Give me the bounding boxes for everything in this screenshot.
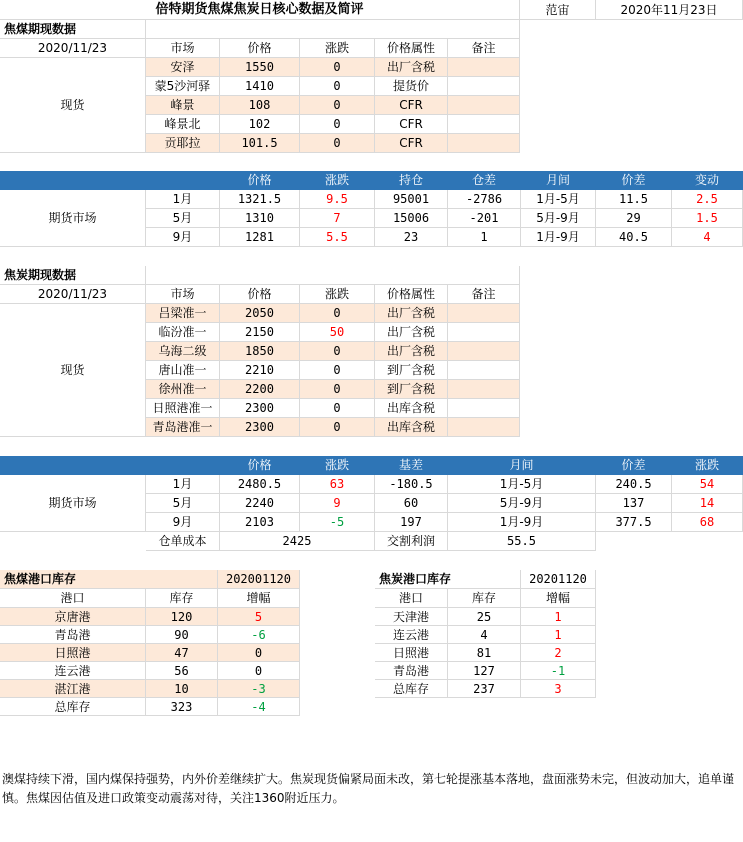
- contract-month: 1月: [146, 475, 220, 494]
- blank: [146, 266, 520, 285]
- port-stock: 120: [146, 608, 218, 626]
- port-name: 总库存: [0, 698, 146, 716]
- remark: [448, 77, 520, 96]
- port-column-header: 港口: [0, 589, 146, 608]
- open-interest: 15006: [375, 209, 448, 228]
- price-attribute: CFR: [375, 134, 448, 153]
- price-attribute: CFR: [375, 115, 448, 134]
- change-value: 0: [300, 380, 375, 399]
- remark: [448, 418, 520, 437]
- futures-column-header: 仓差: [448, 171, 521, 190]
- market-name: 峰景北: [146, 115, 220, 134]
- contract-month: 5月: [146, 494, 220, 513]
- futures-column-header: 价差: [596, 171, 672, 190]
- price-attribute: 出库含税: [375, 418, 448, 437]
- oi-diff: 1: [448, 228, 521, 247]
- port-stock: 4: [448, 626, 521, 644]
- futures-column-header: 涨跌: [672, 456, 743, 475]
- warehouse-cost-label: 仓单成本: [146, 532, 220, 551]
- spread-value: 377.5: [596, 513, 672, 532]
- price-value: 2300: [220, 418, 300, 437]
- futures-change: 9.5: [300, 190, 375, 209]
- blank: [146, 20, 520, 39]
- oi-diff: -2786: [448, 190, 521, 209]
- column-header: 价格属性: [375, 39, 448, 58]
- price-attribute: 出厂含税: [375, 58, 448, 77]
- futures-change: 63: [300, 475, 375, 494]
- port-name: 日照港: [0, 644, 146, 662]
- remark: [448, 115, 520, 134]
- blank-header: [146, 456, 220, 475]
- port-stock: 25: [448, 608, 521, 626]
- blank-header: [146, 171, 220, 190]
- futures-price: 2103: [220, 513, 300, 532]
- market-name: 蒙5沙河驿: [146, 77, 220, 96]
- remark: [448, 134, 520, 153]
- spot-label: 现货: [0, 304, 146, 437]
- price-value: 1850: [220, 342, 300, 361]
- market-name: 徐州准一: [146, 380, 220, 399]
- port-stock: 323: [146, 698, 218, 716]
- futures-column-header: 涨跌: [300, 171, 375, 190]
- change-value: 50: [300, 323, 375, 342]
- futures-change: 7: [300, 209, 375, 228]
- section-title-coke: 焦炭期现数据: [0, 266, 146, 285]
- port-name: 京唐港: [0, 608, 146, 626]
- data-date: 2020/11/23: [0, 285, 146, 304]
- column-header: 备注: [448, 285, 520, 304]
- port-stock: 90: [146, 626, 218, 644]
- change-value: 0: [300, 304, 375, 323]
- port-stock: 56: [146, 662, 218, 680]
- column-header: 备注: [448, 39, 520, 58]
- futures-column-header: 月间: [448, 456, 596, 475]
- price-value: 2200: [220, 380, 300, 399]
- change-value: 0: [300, 342, 375, 361]
- author: 范宙: [520, 0, 596, 20]
- futures-price: 1281: [220, 228, 300, 247]
- port-name: 日照港: [375, 644, 448, 662]
- price-value: 2210: [220, 361, 300, 380]
- port-change: 0: [218, 662, 300, 680]
- futures-price: 2480.5: [220, 475, 300, 494]
- remark: [448, 58, 520, 77]
- contract-month: 5月: [146, 209, 220, 228]
- futures-price: 1310: [220, 209, 300, 228]
- remark: [448, 380, 520, 399]
- port-name: 青岛港: [0, 626, 146, 644]
- spot-label: 现货: [0, 58, 146, 153]
- price-value: 2050: [220, 304, 300, 323]
- coke-port-title: 焦炭港口库存: [375, 570, 521, 589]
- market-name: 唐山准一: [146, 361, 220, 380]
- report-title: 倍特期货焦煤焦炭日核心数据及简评: [0, 0, 520, 20]
- market-name: 青岛港准一: [146, 418, 220, 437]
- spread-name: 5月-9月: [448, 494, 596, 513]
- change-value: 0: [300, 58, 375, 77]
- port-column-header: 库存: [448, 589, 521, 608]
- port-stock: 47: [146, 644, 218, 662]
- column-header: 涨跌: [300, 285, 375, 304]
- spread-change: 14: [672, 494, 743, 513]
- spread-change: 2.5: [672, 190, 743, 209]
- spread-value: 40.5: [596, 228, 672, 247]
- port-name: 青岛港: [375, 662, 448, 680]
- market-name: 贡耶拉: [146, 134, 220, 153]
- spread-name: 1月-5月: [521, 190, 596, 209]
- spread-name: 1月-9月: [521, 228, 596, 247]
- price-value: 102: [220, 115, 300, 134]
- port-name: 连云港: [375, 626, 448, 644]
- price-value: 108: [220, 96, 300, 115]
- market-name: 峰景: [146, 96, 220, 115]
- port-column-header: 增幅: [521, 589, 596, 608]
- change-value: 0: [300, 134, 375, 153]
- futures-label: 期货市场: [0, 475, 146, 532]
- spread-value: 240.5: [596, 475, 672, 494]
- port-name: 连云港: [0, 662, 146, 680]
- futures-column-header: 价格: [220, 456, 300, 475]
- spread-value: 29: [596, 209, 672, 228]
- price-value: 2150: [220, 323, 300, 342]
- spread-name: 5月-9月: [521, 209, 596, 228]
- spread-change: 1.5: [672, 209, 743, 228]
- contract-month: 9月: [146, 228, 220, 247]
- port-change: -6: [218, 626, 300, 644]
- price-attribute: 到厂含税: [375, 361, 448, 380]
- coke-port-date: 20201120: [521, 570, 596, 589]
- futures-column-header: 变动: [672, 171, 743, 190]
- column-header: 价格属性: [375, 285, 448, 304]
- blank-header: [0, 171, 146, 190]
- futures-price: 2240: [220, 494, 300, 513]
- port-change: -3: [218, 680, 300, 698]
- coal-port-date: 202001120: [218, 570, 300, 589]
- futures-column-header: 月间: [521, 171, 596, 190]
- delivery-profit-label: 交割利润: [375, 532, 448, 551]
- blank-header: [0, 456, 146, 475]
- section-title-coking-coal: 焦煤期现数据: [0, 20, 146, 39]
- market-name: 乌海二级: [146, 342, 220, 361]
- price-attribute: 提货价: [375, 77, 448, 96]
- port-change: 3: [521, 680, 596, 698]
- delivery-profit-value: 55.5: [448, 532, 596, 551]
- remark: [448, 96, 520, 115]
- futures-change: -5: [300, 513, 375, 532]
- change-value: 0: [300, 96, 375, 115]
- contract-month: 1月: [146, 190, 220, 209]
- price-attribute: 出厂含税: [375, 304, 448, 323]
- contract-month: 9月: [146, 513, 220, 532]
- remark: [448, 304, 520, 323]
- futures-column-header: 基差: [375, 456, 448, 475]
- port-name: 天津港: [375, 608, 448, 626]
- spread-change: 4: [672, 228, 743, 247]
- change-value: 0: [300, 361, 375, 380]
- port-change: 2: [521, 644, 596, 662]
- price-value: 2300: [220, 399, 300, 418]
- change-value: 0: [300, 115, 375, 134]
- futures-column-header: 持仓: [375, 171, 448, 190]
- port-stock: 81: [448, 644, 521, 662]
- change-value: 0: [300, 77, 375, 96]
- futures-column-header: 价格: [220, 171, 300, 190]
- column-header: 市场: [146, 39, 220, 58]
- market-name: 日照港准一: [146, 399, 220, 418]
- remark: [448, 361, 520, 380]
- futures-column-header: 价差: [596, 456, 672, 475]
- port-change: -1: [521, 662, 596, 680]
- port-column-header: 港口: [375, 589, 448, 608]
- port-change: 1: [521, 608, 596, 626]
- port-stock: 10: [146, 680, 218, 698]
- port-name: 湛江港: [0, 680, 146, 698]
- remark: [448, 342, 520, 361]
- port-change: -4: [218, 698, 300, 716]
- change-value: 0: [300, 399, 375, 418]
- futures-change: 9: [300, 494, 375, 513]
- price-value: 101.5: [220, 134, 300, 153]
- spread-change: 68: [672, 513, 743, 532]
- basis-value: 60: [375, 494, 448, 513]
- port-stock: 237: [448, 680, 521, 698]
- warehouse-cost-value: 2425: [220, 532, 375, 551]
- port-change: 5: [218, 608, 300, 626]
- port-name: 总库存: [375, 680, 448, 698]
- column-header: 价格: [220, 285, 300, 304]
- market-name: 安泽: [146, 58, 220, 77]
- price-attribute: 出厂含税: [375, 323, 448, 342]
- change-value: 0: [300, 418, 375, 437]
- column-header: 价格: [220, 39, 300, 58]
- market-name: 吕梁准一: [146, 304, 220, 323]
- price-value: 1410: [220, 77, 300, 96]
- port-column-header: 库存: [146, 589, 218, 608]
- open-interest: 23: [375, 228, 448, 247]
- report-date: 2020年11月23日: [596, 0, 743, 20]
- basis-value: -180.5: [375, 475, 448, 494]
- column-header: 市场: [146, 285, 220, 304]
- port-stock: 127: [448, 662, 521, 680]
- remark: [448, 323, 520, 342]
- futures-change: 5.5: [300, 228, 375, 247]
- spread-value: 137: [596, 494, 672, 513]
- market-comment: 澳煤持续下滑，国内煤保持强势，内外价差继续扩大。焦炭现货偏紧局面未改，第七轮提涨基本落地，盘面涨势未完，但波动加大，追单谨慎。焦煤因估值及进口政策变动震荡对待，关注1360附近压力。: [2, 772, 735, 805]
- futures-price: 1321.5: [220, 190, 300, 209]
- open-interest: 95001: [375, 190, 448, 209]
- price-value: 1550: [220, 58, 300, 77]
- spread-name: 1月-9月: [448, 513, 596, 532]
- spread-value: 11.5: [596, 190, 672, 209]
- price-attribute: 出库含税: [375, 399, 448, 418]
- spread-name: 1月-5月: [448, 475, 596, 494]
- remark: [448, 399, 520, 418]
- oi-diff: -201: [448, 209, 521, 228]
- coal-port-title: 焦煤港口库存: [0, 570, 218, 589]
- market-name: 临汾准一: [146, 323, 220, 342]
- futures-column-header: 涨跌: [300, 456, 375, 475]
- port-change: 1: [521, 626, 596, 644]
- port-column-header: 增幅: [218, 589, 300, 608]
- price-attribute: 出厂含税: [375, 342, 448, 361]
- basis-value: 197: [375, 513, 448, 532]
- price-attribute: 到厂含税: [375, 380, 448, 399]
- futures-label: 期货市场: [0, 190, 146, 247]
- spread-change: 54: [672, 475, 743, 494]
- data-date: 2020/11/23: [0, 39, 146, 58]
- port-change: 0: [218, 644, 300, 662]
- column-header: 涨跌: [300, 39, 375, 58]
- price-attribute: CFR: [375, 96, 448, 115]
